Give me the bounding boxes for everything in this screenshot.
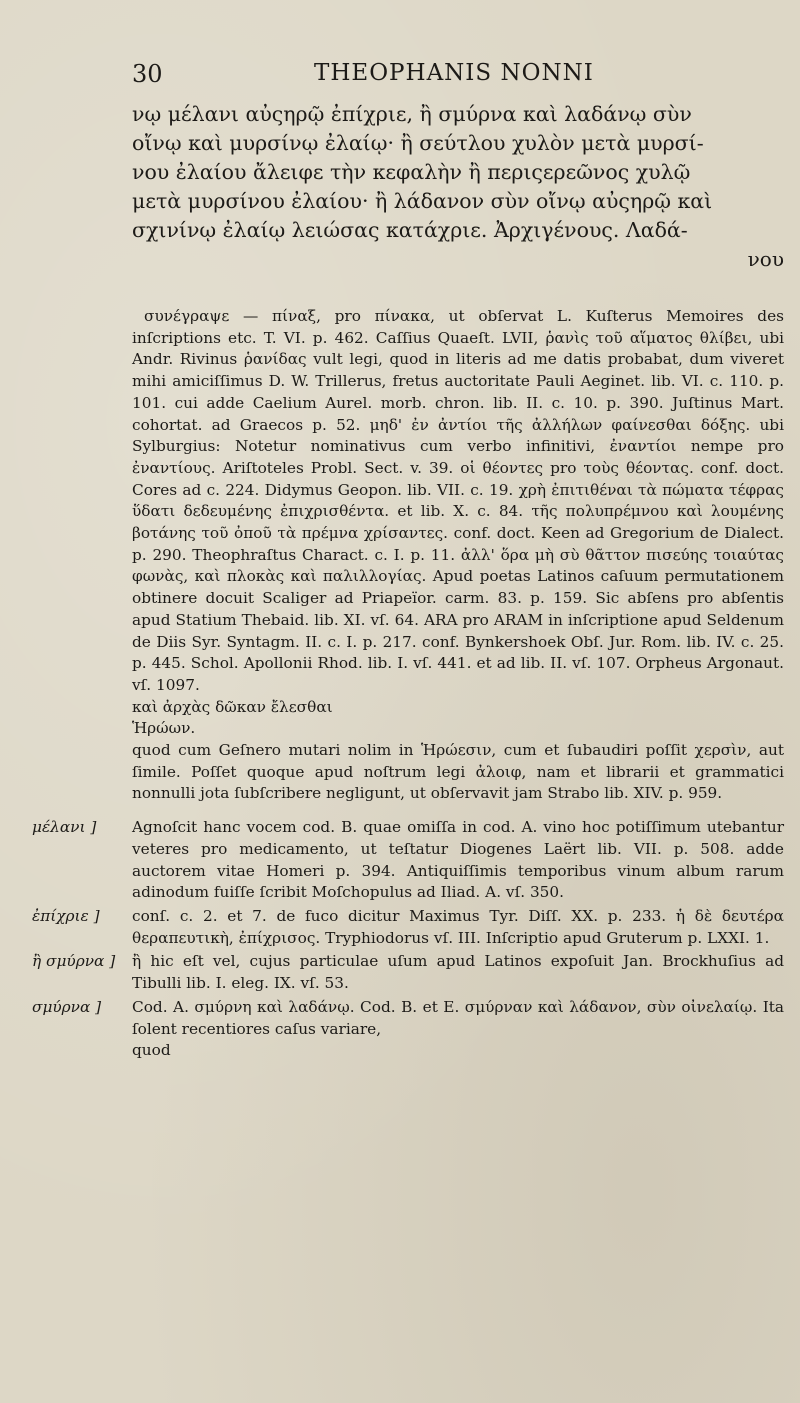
note-lemma: σμύρνα ] — [32, 997, 102, 1016]
footnotes — [32, 306, 784, 1062]
catchword: quod — [132, 1041, 171, 1060]
main-line: νῳ μέλανι αὐςηρῷ ἐπίχριε, ἢ σμύρνα καὶ λαδάνῳ σὺν — [132, 102, 692, 126]
main-text — [132, 100, 784, 274]
note-lemma: ἐπίχριε ] — [32, 906, 100, 925]
main-line: νου ἐλαίου ἄλειφε τὴν κεφαλὴν ἢ περιςερεῶνος χυλῷ — [132, 160, 691, 184]
main-line: οἴνῳ καὶ μυρσίνῳ ἐλαίῳ· ἢ σεύτλου χυλὸν μετὰ μυρσί- — [132, 131, 704, 155]
note-entry — [32, 906, 784, 949]
running-title: THEOPHANIS NONNI — [314, 60, 594, 86]
note-text: Agnoſcit hanc vocem cod. B. quae omiſſa in cod. A. vino hoc potiſſimum utebantur veteres pro medicamento, ut teſtatur Diogenes Laërt lib. VII. p. 508. adde auctorem vitae Homeri p. 394. Antiquiſſimis temporibus vinum album rarum adinodum fuiſſe ſcribit Moſchopulus ad Iliad. A. vſ. 350. — [132, 818, 784, 902]
note-entry — [32, 997, 784, 1040]
note-lemma: ἢ σμύρνα ] — [32, 952, 116, 971]
note-lemma: μέλανι ] — [32, 818, 97, 837]
page-number: 30 — [132, 60, 163, 88]
book-page — [32, 58, 784, 1062]
main-line: μετὰ μυρσίνου ἐλαίου· ἢ λάδανον σὺν οἴνῳ αὐςηρῷ καὶ — [132, 189, 713, 213]
page-header — [132, 58, 784, 92]
note-text: ἢ hic eſt vel, cujus particulae uſum apud Latinos expoſuit Jan. Brockhuſius ad Tibulli lib. I. eleg. IX. vſ. 53. — [132, 952, 784, 993]
verse-quote: καὶ ἀρχὰς δῶκαν ἔλεσθαι — [132, 697, 333, 716]
catchword: νου — [747, 247, 784, 271]
note-text: conſ. c. 2. et 7. de fuco dicitur Maximus Tyr. Diſſ. XX. p. 233. ἡ δὲ δευτέρα θεραπευτικὴ, ἐπίχρισος. Tryphiodorus vſ. III. Inſcriptio apud Gruterum p. LXXI. 1. — [132, 906, 784, 947]
note-paragraph: συνέγραψε — πίναξ, pro πίνακα, ut obſervat L. Kuſterus Memoires des inſcriptions etc. T. VI. p. 462. Caſſius Quaeſt. LVII, ῥανὶς τοῦ αἵματος θλίβει, ubi Andr. Rivinus ῥανίδας vult legi, quod in literis ad me datis probabat, dum viveret mihi amiciſſimus D. W. Trillerus, fretus auctoritate Pauli Aeginet. lib. VI. c. 110. p. 101. cui adde Caelium Aurel. morb. chron. lib. II. c. 10. p. 390. Juſtinus Mart. cohortat. ad Graecos p. 52. μηδ' ἐν ἀντίοι τῆς ἀλλήλων φαίνεσθαι δόξης. ubi Sylburgius: Notetur nominativus cum verbo infinitivi, ἐναντίοι nempe pro ἐναντίους. Ariſtoteles Probl. Sect. v. 39. οἱ θέοντες pro τοὺς θέοντας. conf. doct. Cores ad c. 224. Didymus Geopon. lib. VII. c. 19. χρὴ ἐπιτιθέναι τὰ πώματα τέφρας ὕδατι δεδευμένης ἐπιχρισθέντα. et lib. X. c. 84. τῆς πολυπρέμνου καὶ λουμένης βοτάνης τοῦ ὀποῦ τὰ πρέμνα χρίσαντες. conf. doct. Keen ad Gregorium de Dialect. p. 290. Theophraſtus Charact. c. I. p. 11. ἀλλ' ὅρα μὴ σὺ θᾶττον πισεύης τοιαύτας φωνὰς, καὶ πλοκὰς καὶ παλιλλογίας. Apud poetas Latinos caſuum permutationem obtinere docuit Scaliger ad Priapeïor. carm. 83. p. 159. Sic abſens pro abſentis apud Statium Thebaid. lib. XI. vſ. 64. ARA pro ARAM in inſcriptione apud Seldenum de Diis Syr. Syntagm. II. c. I. p. 217. conf. Bynkershoek Obſ. Jur. Rom. lib. IV. c. 25. p. 445. Schol. Apollonii Rhod. lib. I. vſ. 441. et ad lib. II. vſ. 107. Orpheus Argonaut. vſ. 1097. — [132, 307, 784, 694]
note-text: Cod. A. σμύρνη καὶ λαδάνῳ. Cod. B. et E. σμύρναν καὶ λάδανον, σὺν οἰνελαίῳ. Ita ſolent recentiores caſus variare, — [132, 997, 784, 1038]
verse-quote-end: Ἡρώων. — [132, 719, 196, 738]
main-line: σχινίνῳ ἐλαίῳ λειώσας κατάχριε. Ἀρχιγένους. Λαδά- — [132, 218, 688, 242]
note-paragraph: quod cum Geſnero mutari nolim in Ἡρώεσιν, cum et ſubaudiri poſſit χερσὶν, aut ſimile. Poſſet quoque apud noſtrum legi ἀλοιφ, nam et librarii et grammatici nonnulli jota ſubſcribere negligunt, ut obſervavit jam Strabo lib. XIV. p. 959. — [132, 741, 784, 803]
note-entry — [32, 951, 784, 994]
note-entry — [32, 817, 784, 904]
